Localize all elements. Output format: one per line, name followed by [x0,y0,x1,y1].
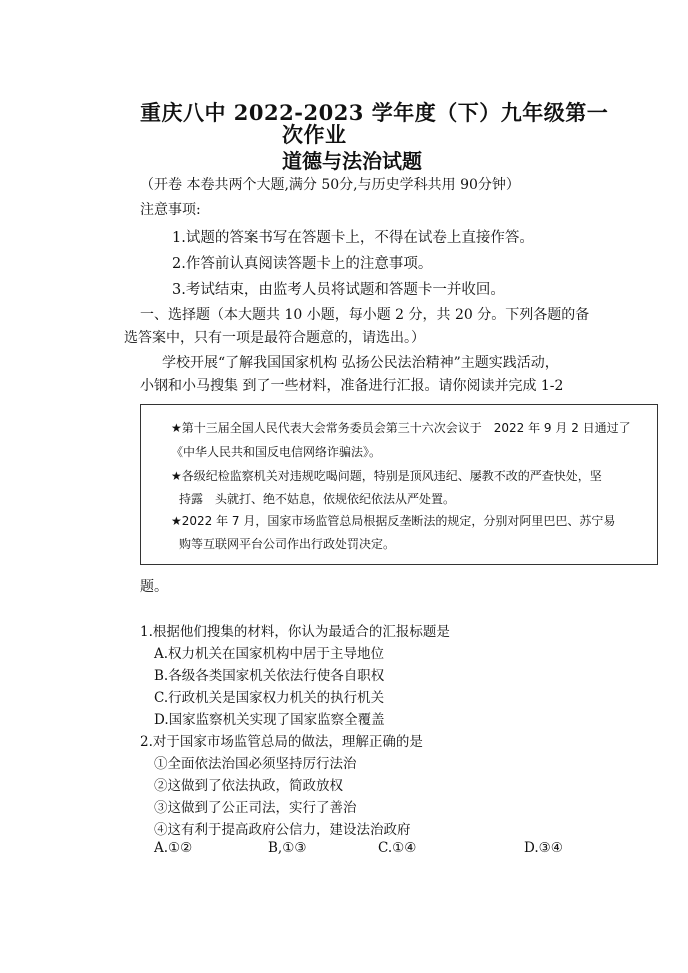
q2-item: ④这有利于提高政府公信力，建设法治政府 [154,822,411,838]
material-line: 《中华人民共和国反电信网络诈骗法》。 [171,445,382,459]
intro-line-2: 小钢和小马搜集 到了一些材料，准备进行汇报。请你阅读并完成 1-2 [140,378,564,394]
note-item: 2.作答前认真阅读答题卡上的注意事项。 [172,256,433,272]
subtitle: 道德与法治试题 [282,149,422,173]
section1-instructions-line1: 一、选择题（本大题共 10 小题，每小题 2 分，共 20 分。下列各题的备 [140,307,590,323]
title-line-2: 次作业 [282,122,347,147]
q2-option-c: C.①④ [378,840,417,856]
intro-tail: 题。 [140,579,168,595]
q1-option-a: A.权力机关在国家机构中居于主导地位 [154,646,385,662]
material-line: 购等互联网平台公司作出行政处罚决定。 [179,537,396,551]
q2-item: ①全面依法治国必须坚持厉行法治 [154,756,357,772]
material-line: 持露 头就打、绝不姑息，依规依纪依法从严处置。 [179,492,456,506]
q2-option-a: A.①② [154,840,193,856]
title-line-1: 重庆八中 2022-2023 学年度（下）九年级第一 [140,100,609,125]
q1-stem: 1.根据他们搜集的材料，你认为最适合的汇报标题是 [140,624,450,640]
notes-heading: 注意事项: [140,202,201,218]
q2-stem: 2.对于国家市场监管总局的做法，理解正确的是 [140,734,423,750]
q1-option-d: D.国家监察机关实现了国家监察全覆盖 [154,712,385,728]
material-box [140,404,658,565]
section1-instructions-line2: 选答案中，只有一项是最符合题意的，请选出。） [124,330,425,346]
exam-info: （开卷 本卷共两个大题,满分 50分,与历史学科共用 90分钟） [140,177,520,193]
material-line: ★各级纪检监察机关对违规吃喝问题，特别是顶风违纪、屡教不改的严查快处，坚 [171,469,602,483]
intro-line-1: 学校开展“了解我国国家机构 弘扬公民法治精神”主题实践活动， [162,355,559,371]
material-line: ★2022 年 7 月，国家市场监管总局根据反垄断法的规定，分别对阿里巴巴、苏宁易 [171,514,616,528]
material-line: ★第十三届全国人民代表大会常务委员会第三十六次会议于 2022 年 9 月 2 日通过了 [171,421,631,435]
q1-option-b: B.各级各类国家机关依法行使各自职权 [154,668,385,684]
q2-item: ②这做到了依法执政，简政放权 [154,778,343,794]
note-item: 1.试题的答案书写在答题卡上，不得在试卷上直接作答。 [172,230,534,246]
q1-option-c: C.行政机关是国家权力机关的执行机关 [154,690,385,706]
q2-option-b: B,①③ [268,840,307,856]
note-item: 3.考试结束，由监考人员将试题和答题卡一并收回。 [172,282,505,298]
q2-option-d: D.③④ [524,840,563,856]
q2-item: ③这做到了公正司法，实行了善治 [154,800,357,816]
